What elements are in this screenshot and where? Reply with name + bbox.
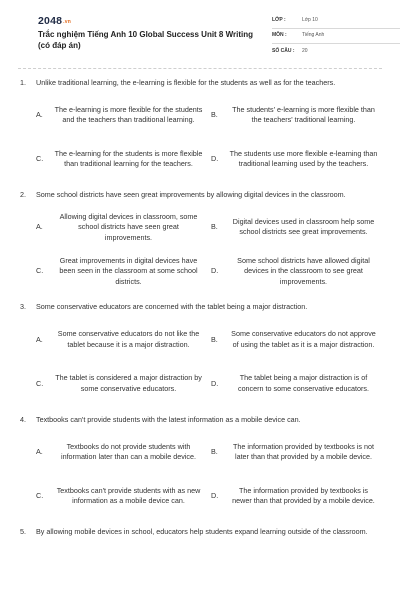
page-title: Trắc nghiệm Tiếng Anh 10 Global Success Unit 8 Writing (có đáp án)	[38, 30, 254, 50]
option-text: The students' e-learning is more flexible than the teachers' traditional learning.	[232, 105, 375, 125]
info-row-count	[272, 44, 400, 59]
option-letter: B.	[211, 222, 218, 232]
option-text: The tablet being a major distraction is of concern to some conservative educators.	[237, 373, 370, 393]
question-stem	[20, 190, 380, 200]
option-text: The tablet is considered a major distraction by some conservative educators.	[55, 373, 202, 393]
option-letter: D.	[211, 490, 219, 500]
option-text: The e-learning is more flexible for the students and the teachers than traditional learning.	[54, 105, 203, 125]
answer-option[interactable]	[211, 365, 380, 403]
answer-option[interactable]	[36, 321, 205, 359]
option-letter: A.	[36, 110, 43, 120]
option-text: The e-learning for the students is more flexible than traditional learning for the teachers.	[54, 149, 203, 169]
option-letter: A.	[36, 446, 43, 456]
logo-text: 2048	[38, 15, 63, 27]
option-text: Textbooks do not provide students with information later than can a mobile device.	[60, 441, 197, 461]
option-letter: D.	[211, 266, 219, 276]
question-list	[20, 78, 380, 543]
option-letter: C.	[36, 266, 44, 276]
option-letter: B.	[211, 446, 218, 456]
option-text: Great improvements in digital devices have been seen in the classroom at some school districts.	[59, 256, 198, 286]
question-stem	[20, 302, 380, 312]
answer-option[interactable]	[36, 433, 205, 471]
answer-option[interactable]	[211, 321, 380, 359]
site-logo[interactable]	[38, 14, 71, 29]
answer-options	[36, 433, 380, 521]
answer-option[interactable]	[211, 208, 380, 246]
logo-tld: .vn	[63, 19, 71, 25]
question-number: 1.	[20, 78, 26, 87]
info-table	[272, 14, 400, 59]
question-item	[20, 190, 380, 296]
answer-option[interactable]	[36, 365, 205, 403]
option-letter: C.	[36, 154, 44, 164]
option-letter: A.	[36, 222, 43, 232]
option-letter: C.	[36, 490, 44, 500]
answer-option[interactable]	[211, 252, 380, 290]
question-text: Unlike traditional learning, the e-learning is flexible for the students as well as for the teachers.	[36, 78, 336, 87]
question-stem	[20, 415, 380, 425]
answer-option[interactable]	[36, 96, 205, 134]
answer-options	[36, 321, 380, 409]
question-text: By allowing mobile devices in school, educators help students expand learning outside of the classroom.	[36, 526, 368, 536]
option-text: The students use more flexible e-learning than traditional learning used by the teachers.	[229, 149, 378, 169]
question-item	[20, 415, 380, 521]
question-text: Some conservative educators are concerned with the tablet being a major distraction.	[36, 302, 308, 312]
option-letter: B.	[211, 334, 218, 344]
info-label: SỐ CÂU :	[272, 47, 295, 54]
option-letter: C.	[36, 378, 44, 388]
option-letter: D.	[211, 154, 219, 164]
question-item	[20, 527, 380, 537]
option-text: Some conservative educators do not like the tablet because it is a major distraction.	[57, 329, 200, 349]
info-label: LỚP :	[272, 17, 286, 24]
answer-option[interactable]	[211, 433, 380, 471]
answer-option[interactable]	[36, 477, 205, 515]
question-item	[20, 302, 380, 408]
question-number: 5.	[20, 526, 26, 536]
question-text: Textbooks can't provide students with the latest information as a mobile device can.	[36, 414, 301, 424]
answer-options	[36, 208, 380, 296]
header-divider	[18, 68, 382, 69]
info-row-subject	[272, 29, 400, 44]
answer-option[interactable]	[36, 140, 205, 178]
question-item	[20, 78, 380, 184]
option-text: The information provided by textbooks is not later than that provided by a mobile device.	[232, 441, 375, 461]
info-row-class	[272, 14, 400, 29]
answer-option[interactable]	[36, 208, 205, 246]
answer-option[interactable]	[211, 140, 380, 178]
info-value: Lớp 10	[302, 17, 318, 24]
info-value: Tiếng Anh	[302, 32, 325, 39]
worksheet-header	[18, 0, 382, 68]
option-letter: B.	[211, 110, 218, 120]
option-text: Digital devices used in classroom help some school districts see great improvements.	[232, 217, 375, 237]
question-number: 3.	[20, 302, 26, 312]
info-value: 20	[302, 47, 308, 54]
answer-options	[36, 96, 380, 184]
question-text: Some school districts have seen great improvements by allowing digital devices in the classroom.	[36, 190, 346, 200]
option-text: The information provided by textbooks is newer than that provided by a mobile device.	[232, 485, 375, 505]
option-text: Some conservative educators do not approve of using the tablet as it is a major distraction.	[231, 329, 376, 349]
question-stem	[20, 78, 380, 88]
question-number: 2.	[20, 190, 26, 200]
option-text: Allowing digital devices in classroom, some school districts have seen great improvements.	[59, 212, 198, 242]
question-stem	[20, 527, 380, 537]
answer-option[interactable]	[211, 96, 380, 134]
answer-option[interactable]	[211, 477, 380, 515]
option-letter: D.	[211, 378, 219, 388]
option-text: Textbooks can't provide students with as new information as a mobile device can.	[56, 485, 201, 505]
question-number: 4.	[20, 414, 26, 424]
option-text: Some school districts have allowed digital devices in the classroom to see great improvements.	[237, 256, 370, 286]
option-letter: A.	[36, 334, 43, 344]
answer-option[interactable]	[36, 252, 205, 290]
info-label: MÔN :	[272, 32, 287, 39]
